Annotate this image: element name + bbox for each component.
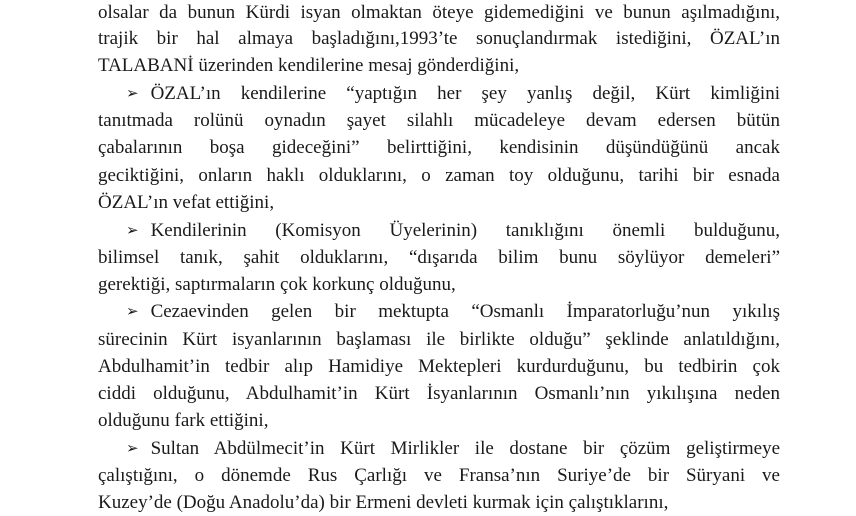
line-text: sürecinin Kürt isyanlarının başlaması ile birlikte olduğu” şeklinde anlatıldığını, bbox=[98, 329, 780, 350]
line-text: Kendilerinin (Komisyon Üyelerinin) tanıklığını önemli bulduğunu, bbox=[150, 220, 780, 241]
line-text: çalıştığını, o dönemde Rus Çarlığı ve Fransa’nın Suriye’de bir Süryani ve bbox=[98, 465, 780, 486]
line-text: trajik bir hal almaya başladığını,1993’te sonuçlandırmak istediğini, ÖZAL’ın bbox=[98, 28, 780, 49]
line-text: çabalarının boşa gideceğini” belirttiğini, kendisinin düşündüğünü ancak bbox=[98, 137, 780, 158]
text-line bbox=[98, 354, 780, 380]
arrow-bullet-icon: ➢ bbox=[126, 304, 139, 320]
text-line bbox=[98, 245, 780, 271]
bullet-paragraph-line bbox=[98, 436, 780, 462]
line-text: Sultan Abdülmecit’in Kürt Mirlikler ile dostane bir çözüm geliştirmeye bbox=[150, 438, 780, 459]
arrow-bullet-icon: ➢ bbox=[126, 223, 139, 239]
line-text: gerektiği, saptırmaların çok korkunç olduğunu, bbox=[98, 274, 456, 295]
line-text: geciktiğini, onların haklı olduklarını, o zaman toy olduğunu, tarihi bir esnada bbox=[98, 165, 780, 186]
arrow-bullet-icon: ➢ bbox=[126, 441, 139, 457]
text-line bbox=[98, 381, 780, 407]
text-line bbox=[98, 463, 780, 489]
line-text: TALABANİ üzerinden kendilerine mesaj gönderdiğini, bbox=[98, 55, 520, 76]
line-text: Abdulhamit’in tedbir alıp Hamidiye Mektepleri kurdurduğunu, bu tedbirin çok bbox=[98, 356, 780, 377]
text-line bbox=[98, 26, 780, 52]
bullet-paragraph-line bbox=[98, 299, 780, 325]
arrow-bullet-icon: ➢ bbox=[126, 86, 139, 102]
text-line bbox=[98, 190, 780, 216]
line-text: olsalar da bunun Kürdi isyan olmaktan öteye gidemediğini ve bunun aşılmadığını, bbox=[98, 2, 780, 23]
line-text: ciddi olduğunu, Abdulhamit’in Kürt İsyanlarının Osmanlı’nın yıkılışına neden bbox=[98, 383, 780, 404]
text-line bbox=[98, 163, 780, 189]
line-text: Cezaevinden gelen bir mektupta “Osmanlı İmparatorluğu’nun yıkılış bbox=[150, 301, 780, 322]
line-text: bilimsel tanık, şahit olduklarını, “dışarıda bilim bunu söylüyor demeleri” bbox=[98, 247, 780, 268]
line-text: tanıtmada rolünü oynadın şayet silahlı mücadeleye devam edersen bütün bbox=[98, 110, 780, 131]
text-line bbox=[98, 53, 780, 79]
text-line bbox=[98, 327, 780, 353]
text-line bbox=[98, 490, 780, 516]
text-line bbox=[98, 108, 780, 134]
line-text: olduğunu fark ettiğini, bbox=[98, 410, 269, 431]
line-text: ÖZAL’ın vefat ettiğini, bbox=[98, 192, 275, 213]
text-line bbox=[98, 272, 780, 298]
text-line bbox=[98, 408, 780, 434]
text-line bbox=[98, 0, 780, 26]
bullet-paragraph-line bbox=[98, 81, 780, 107]
text-line bbox=[98, 135, 780, 161]
line-text: Kuzey’de (Doğu Anadolu’da) bir Ermeni devleti kurmak için çalıştıklarını, bbox=[98, 492, 669, 513]
line-text: ÖZAL’ın kendilerine “yaptığın her şey yanlış değil, Kürt kimliğini bbox=[150, 83, 780, 104]
bullet-paragraph-line bbox=[98, 218, 780, 244]
